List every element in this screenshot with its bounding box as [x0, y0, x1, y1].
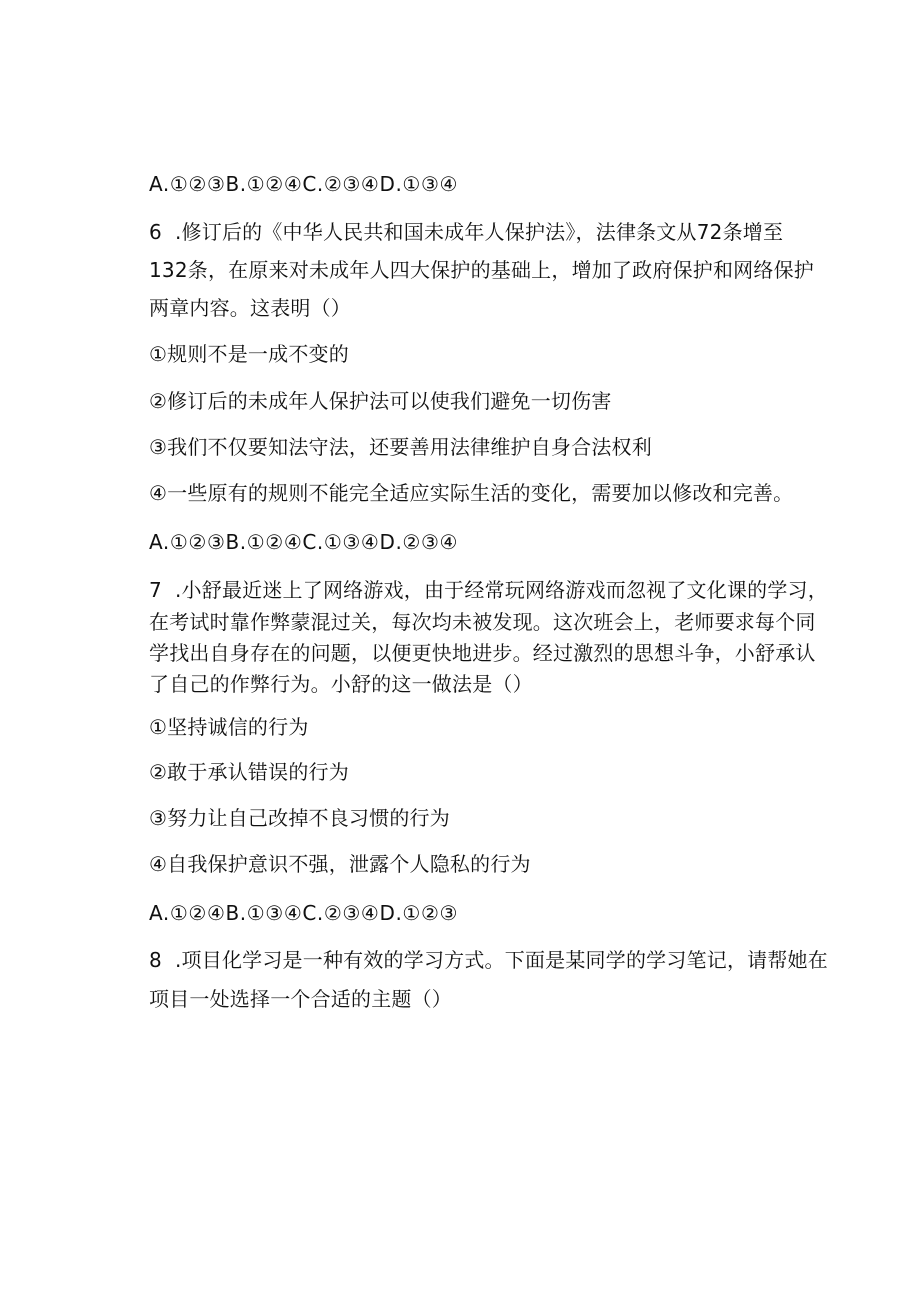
q7-option-3: ③努力让自己改掉不良习惯的行为: [149, 806, 450, 830]
q6-stem-line-2: 132条，在原来对未成年人四大保护的基础上，增加了政府保护和网络保护: [149, 258, 814, 282]
q6-number: 6: [149, 220, 162, 244]
q8-stem-text-1: .项目化学习是一种有效的学习方式。下面是某同学的学习笔记，请帮她在: [175, 948, 828, 972]
q6-stem-text-1: .修订后的《中华人民共和国未成年人保护法》，法律条文从72条增至: [175, 220, 784, 244]
q7-option-2: ②敢于承认错误的行为: [149, 760, 349, 784]
q5-answer-choices: A.①②③B.①②④C.②③④D.①③④: [149, 172, 459, 196]
q8-stem-line-2: 项目一处选择一个合适的主题（）: [149, 987, 452, 1011]
q7-stem-line-1: [149, 578, 828, 602]
q8-stem-line-1: [149, 948, 828, 972]
q6-stem-line-3: 两章内容。这表明（）: [149, 296, 351, 320]
q6-option-4: ④一些原有的规则不能完全适应实际生活的变化，需要加以修改和完善。: [149, 481, 794, 505]
q7-stem-line-3: 学找出自身存在的问题，以便更快地进步。经过激烈的思想斗争，小舒承认: [149, 641, 816, 665]
q7-stem-line-2: 在考试时靠作弊蒙混过关，每次均未被发现。这次班会上，老师要求每个同: [149, 610, 816, 634]
q8-number: 8: [149, 948, 162, 972]
q6-answer-choices: A.①②③B.①②④C.①③④D.②③④: [149, 530, 459, 554]
q7-option-1: ①坚持诚信的行为: [149, 715, 309, 739]
q7-stem-line-4: 了自己的作弊行为。小舒的这一做法是（）: [149, 672, 533, 696]
q6-option-1: ①规则不是一成不变的: [149, 342, 349, 366]
q7-option-4: ④自我保护意识不强，泄露个人隐私的行为: [149, 852, 531, 876]
q6-option-3: ③我们不仅要知法守法，还要善用法律维护自身合法权利: [149, 435, 652, 459]
q6-option-2: ②修订后的未成年人保护法可以使我们避免一切伤害: [149, 389, 612, 413]
q7-stem-text-1: .小舒最近迷上了网络游戏，由于经常玩网络游戏而忽视了文化课的学习，: [175, 578, 828, 602]
q7-number: 7: [149, 578, 162, 602]
q7-answer-choices: A.①②④B.①③④C.②③④D.①②③: [149, 901, 459, 925]
q6-stem-line-1: [149, 220, 783, 244]
